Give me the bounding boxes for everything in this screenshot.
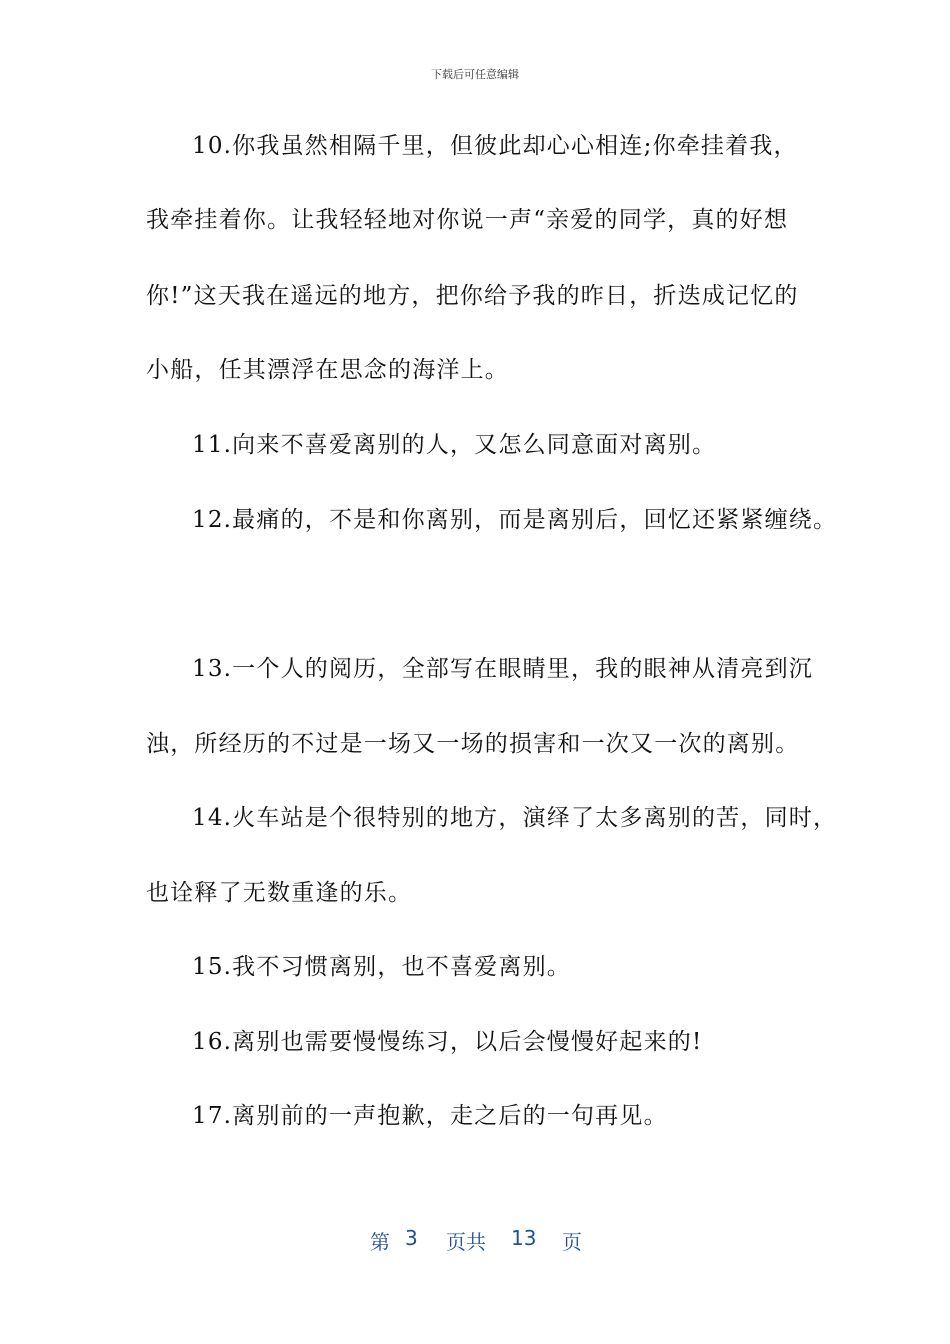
paragraph-14-line-2: 也诠释了无数重逢的乐。 <box>146 880 413 906</box>
paragraph-12: 12.最痛的，不是和你离别，而是离别后，回忆还紧紧缠绕。 <box>192 507 838 533</box>
footer-middle: 页共 <box>446 1230 486 1254</box>
paragraph-16: 16.离别也需要慢慢练习，以后会慢慢好起来的! <box>192 1029 703 1055</box>
page-header-note: 下载后可任意编辑 <box>431 68 519 81</box>
paragraph-13-line-1: 13.一个人的阅历，全部写在眼睛里，我的眼神从清亮到沉 <box>192 656 813 682</box>
paragraph-10-line-4: 小船，任其漂浮在思念的海洋上。 <box>146 357 509 383</box>
footer-current-page: 3 <box>405 1226 418 1250</box>
footer-suffix: 页 <box>562 1230 582 1254</box>
paragraph-10-line-2: 我牵挂着你。让我轻轻地对你说一声“亲爱的同学，真的好想 <box>146 207 789 233</box>
paragraph-10-line-1: 10.你我虽然相隔千里，但彼此却心心相连;你牵挂着我， <box>192 133 798 159</box>
footer-prefix: 第 <box>370 1230 390 1254</box>
paragraph-11: 11.向来不喜爱离别的人，又怎么同意面对离别。 <box>192 432 717 458</box>
paragraph-17: 17.离别前的一声抱歉，走之后的一句再见。 <box>192 1103 668 1129</box>
paragraph-15: 15.我不习惯离别，也不喜爱离别。 <box>192 954 571 980</box>
page-footer <box>0 1226 950 1252</box>
paragraph-10-line-3: 你!”这天我在遥远的地方，把你给予我的昨日，折迭成记忆的 <box>146 283 799 309</box>
paragraph-13-line-2: 浊，所经历的不过是一场又一场的损害和一次又一次的离别。 <box>146 731 800 757</box>
footer-total-pages: 13 <box>511 1226 537 1250</box>
paragraph-14-line-1: 14.火车站是个很特别的地方，演绎了太多离别的苦，同时， <box>192 805 838 831</box>
